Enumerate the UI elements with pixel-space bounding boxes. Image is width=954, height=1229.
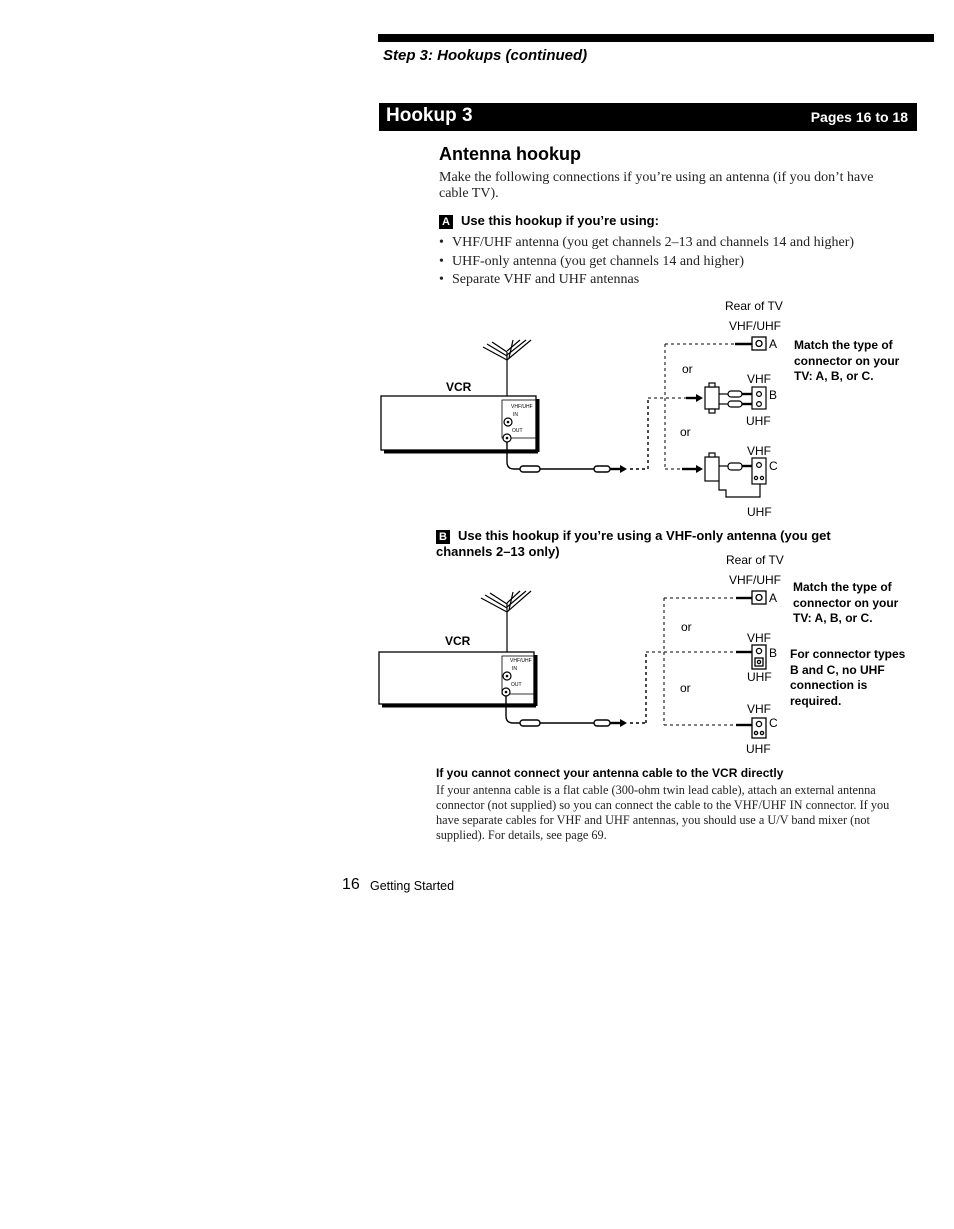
vcr-port-label: VHF/UHF <box>511 404 533 410</box>
vcr-port-label: VHF/UHF <box>510 658 532 664</box>
dashed-routes <box>646 598 736 725</box>
or-label: or <box>682 362 693 376</box>
part-b-letter: B <box>436 530 450 544</box>
match-note-a: Match the type of connector on your TV: A, B, or C. <box>794 338 900 383</box>
connector-c <box>736 718 766 738</box>
connector-b <box>736 645 766 669</box>
vhf-label: VHF <box>747 444 771 458</box>
vhf-uhf-label-b: VHF/UHF <box>729 573 781 587</box>
or-label: or <box>680 681 691 695</box>
vcr-label-a: VCR <box>446 380 472 394</box>
part-a-letter: A <box>439 215 453 229</box>
vcr-port-label: IN <box>513 412 518 418</box>
intro-text: Make the following connections if you’re using an antenna (if you don’t have cable TV). <box>439 170 874 201</box>
vcr-out-connector <box>502 688 510 696</box>
vcr-port-label: OUT <box>511 682 522 688</box>
antenna-icon <box>481 591 531 655</box>
part-b-heading-text: Use this hookup if you’re using a VHF-only antenna (you get channels 2–13 only) <box>436 528 831 559</box>
cannot-connect-heading: If you cannot connect your antenna cable to the VCR directly <box>436 766 784 780</box>
vcr-port-label: IN <box>512 666 517 672</box>
vcr-port-label: OUT <box>512 428 523 434</box>
vhf-label: VHF <box>747 702 771 716</box>
bullet-item: • Separate VHF and UHF antennas <box>439 271 919 290</box>
section-heading: Antenna hookup <box>439 144 581 164</box>
rear-of-tv-b: Rear of TV <box>726 553 784 567</box>
cannot-connect-body: If your antenna cable is a flat cable (300-ohm twin lead cable), attach an external antenna connector (not supplied) so you can connect the cable to the VHF/UHF IN connector. If you have separate cables for VHF and UHF antennas, you should use a U/V band mixer (not supplied). For details, see page 69. <box>436 783 890 842</box>
vcr-label-b: VCR <box>445 634 471 648</box>
connector-c-label: C <box>769 459 778 473</box>
step-title: Step 3: Hookups (continued) <box>383 47 588 64</box>
or-label: or <box>680 425 691 439</box>
vhf-label: VHF <box>747 631 771 645</box>
footer-section-name: Getting Started <box>370 879 455 893</box>
connector-c-label: C <box>769 716 778 730</box>
connector-a-label: A <box>769 337 778 351</box>
connector-a-label: A <box>769 591 778 605</box>
no-uhf-note: For connector types B and C, no UHF connection is required. <box>790 647 906 708</box>
match-note-b: Match the type of connector on your TV: A, B, or C. <box>793 580 899 625</box>
bullet-item: • UHF-only antenna (you get channels 14 and higher) <box>439 253 919 272</box>
connector-b-label: B <box>769 388 778 402</box>
uhf-label: UHF <box>746 414 771 428</box>
or-label: or <box>681 620 692 634</box>
bullet-item: • VHF/UHF antenna (you get channels 2–13 and channels 14 and higher) <box>439 234 919 253</box>
connector-b-label: B <box>769 646 778 660</box>
page-number: 16 <box>342 876 360 893</box>
connector-a <box>736 591 766 604</box>
uhf-label: UHF <box>746 742 771 756</box>
vcr-in-connector <box>503 672 511 680</box>
uhf-label: UHF <box>747 670 772 684</box>
part-a-heading-text: Use this hookup if you’re using: <box>461 213 659 228</box>
hookup-pages: Pages 16 to 18 <box>810 109 908 125</box>
vhf-uhf-label-a: VHF/UHF <box>729 319 781 333</box>
rear-of-tv-a: Rear of TV <box>725 299 783 313</box>
hookup-title: Hookup 3 <box>386 105 473 126</box>
uhf-label: UHF <box>747 505 772 519</box>
vhf-label: VHF <box>747 372 771 386</box>
